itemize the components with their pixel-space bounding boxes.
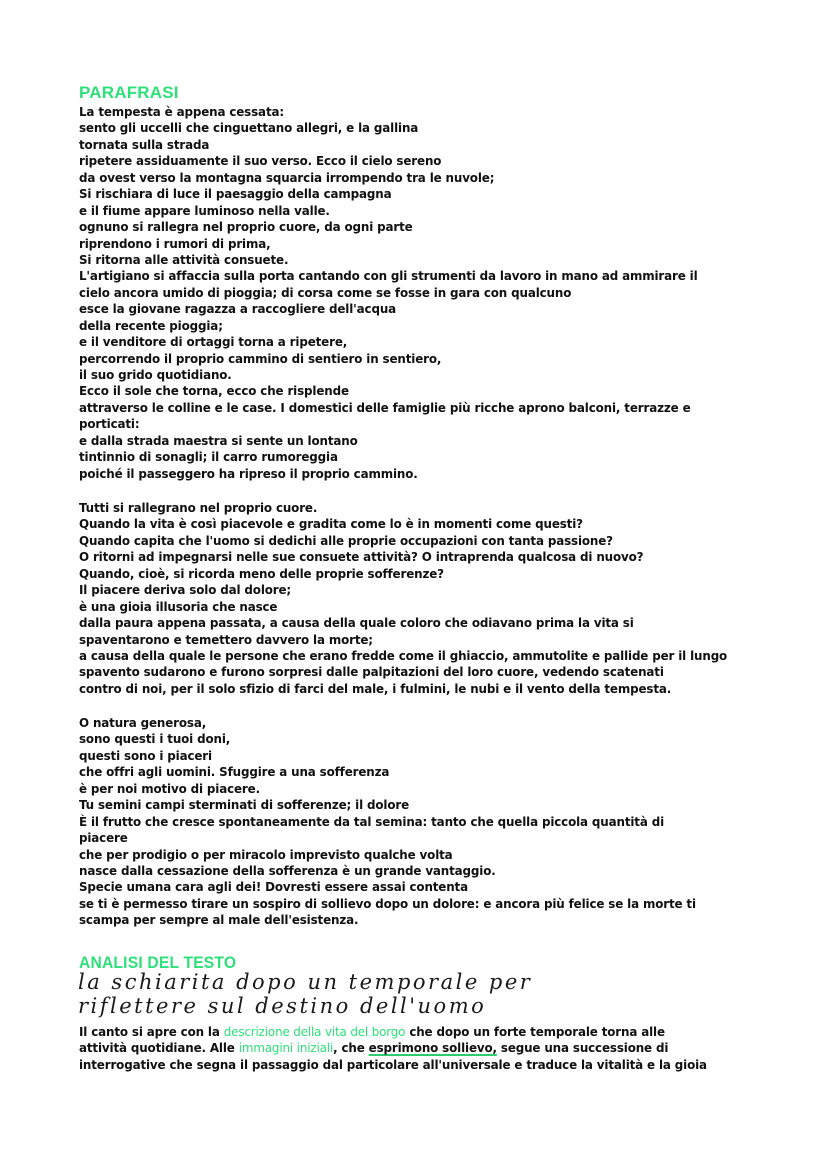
text-line: il suo grido quotidiano.	[79, 367, 232, 382]
text-line: La tempesta è appena cessata:	[79, 104, 284, 119]
text-line	[79, 1024, 741, 1040]
text-line: e il fiume appare luminoso nella valle.	[79, 202, 330, 218]
text-line: interrogative che segna il passaggio dal particolare all'universale e traduce la vitalità e la gioia	[79, 1056, 707, 1072]
highlight-text: descrizione della vita del borgo	[223, 1024, 406, 1039]
text-line: Quando la vita è così piacevole e gradita come lo è in momenti come questi?	[79, 516, 583, 532]
parafrasi-stanza-1	[79, 104, 759, 482]
text-line: nasce dalla cessazione della sofferenza è un grande vantaggio.	[79, 862, 496, 878]
text-line: riprendono i rumori di prima,	[79, 235, 271, 251]
text-line: L'artigiano si affaccia sulla porta cantando con gli strumenti da lavoro in mano ad ammirare il	[79, 268, 698, 284]
text-line: O natura generosa,	[79, 715, 207, 730]
text-line: della recente pioggia;	[79, 317, 223, 333]
text-line: Quando capita che l'uomo si dedichi alle proprie occupazioni con tanta passione?	[79, 532, 613, 548]
text-line: spaventarono e temettero davvero la morte;	[79, 631, 373, 647]
text-line: tornata sulla strada	[79, 136, 210, 152]
text-line: cielo ancora umido di pioggia; di corsa come se fosse in gara con qualcuno	[79, 284, 572, 300]
text-line: piacere	[79, 830, 128, 846]
text-line: Il piacere deriva solo dal dolore;	[79, 582, 292, 598]
subtitle-line: la schiarita dopo un temporale per	[78, 970, 533, 994]
text-line: da ovest verso la montagna squarcia irrompendo tra le nuvole;	[79, 169, 495, 185]
text-run: segue una successione di	[496, 1040, 669, 1056]
text-run: Il canto si apre con la	[79, 1024, 224, 1039]
text-line: percorrendo il proprio cammino di sentiero in sentiero,	[79, 350, 442, 366]
text-line: sento gli uccelli che cinguettano allegri, e la gallina	[79, 120, 419, 136]
text-line: Ecco il sole che torna, ecco che risplende	[79, 383, 349, 399]
section-heading-parafrasi: PARAFRASI	[79, 83, 179, 102]
text-line: Quando, cioè, si ricorda meno delle proprie sofferenze?	[79, 565, 444, 581]
analisi-paragraph	[79, 1024, 769, 1073]
highlight-text: immagini iniziali	[238, 1040, 334, 1056]
parafrasi-stanza-2	[79, 500, 759, 697]
text-line: è una gioia illusoria che nasce	[79, 598, 278, 614]
parafrasi-stanza-3	[79, 715, 759, 929]
text-line: è per noi motivo di piacere.	[79, 780, 260, 796]
text-line: e dalla strada maestra si sente un lontano	[79, 432, 358, 448]
analisi-subtitle	[78, 970, 778, 1018]
text-line: È il frutto che cresce spontaneamente da tal semina: tanto che quella piccola quantità di	[79, 813, 665, 829]
text-line: che per prodigio o per miracolo imprevisto qualche volta	[79, 846, 453, 862]
text-line: dalla paura appena passata, a causa della quale coloro che odiavano prima la vita si	[79, 615, 634, 631]
text-line: O ritorni ad impegnarsi nelle sue consuete attività? O intraprenda qualcosa di nuovo?	[79, 549, 644, 565]
text-line: poiché il passeggero ha ripreso il proprio cammino.	[79, 465, 418, 481]
text-line: Tutti si rallegrano nel proprio cuore.	[79, 500, 318, 515]
subtitle-line: riflettere sul destino dell'uomo	[78, 994, 487, 1018]
text-line: contro di noi, per il solo sfizio di farci del male, i fulmini, le nubi e il vento della tempesta.	[79, 680, 672, 696]
text-line: ognuno si rallegra nel proprio cuore, da ogni parte	[79, 219, 413, 235]
text-line: ripetere assiduamente il suo verso. Ecco il cielo sereno	[79, 153, 442, 169]
text-run: che dopo un forte temporale torna alle	[405, 1024, 665, 1039]
section-heading-analisi: ANALISI DEL TESTO	[79, 953, 237, 972]
text-line: sono questi i tuoi doni,	[79, 731, 231, 747]
text-line: se ti è permesso tirare un sospiro di sollievo dopo un dolore: e ancora più felice se la morte ti	[79, 895, 696, 911]
text-line: Si ritorna alle attività consuete.	[79, 251, 289, 267]
text-line: e il venditore di ortaggi torna a ripetere,	[79, 334, 348, 350]
text-line: Specie umana cara agli dei! Dovresti essere assai contenta	[79, 879, 468, 895]
text-line: porticati:	[79, 416, 140, 432]
text-line: che offri agli uomini. Sfuggire a una sofferenza	[79, 764, 390, 780]
text-run: , che	[333, 1040, 369, 1056]
text-run: attività quotidiane. Alle	[79, 1040, 239, 1056]
text-line: Tu semini campi sterminati di sofferenze; il dolore	[79, 797, 410, 813]
text-line: tintinnio di sonagli; il carro rumoreggia	[79, 449, 338, 465]
text-line: spavento sudarono e furono sorpresi dalle palpitazioni del loro cuore, vedendo scatenati	[79, 664, 664, 680]
text-line: attraverso le colline e le case. I domestici delle famiglie più ricche aprono balconi, terrazze e	[79, 399, 691, 415]
text-line: a causa della quale le persone che erano fredde come il ghiaccio, ammutolite e pallide per il lungo	[79, 647, 728, 663]
text-line: scampa per sempre al male dell'esistenza.	[79, 912, 359, 928]
text-line: questi sono i piaceri	[79, 747, 212, 763]
text-line	[79, 1040, 741, 1056]
underlined-text: esprimono sollievo,	[368, 1040, 497, 1056]
text-line: esce la giovane ragazza a raccogliere dell'acqua	[79, 301, 397, 317]
text-line: Si rischiara di luce il paesaggio della campagna	[79, 186, 392, 202]
